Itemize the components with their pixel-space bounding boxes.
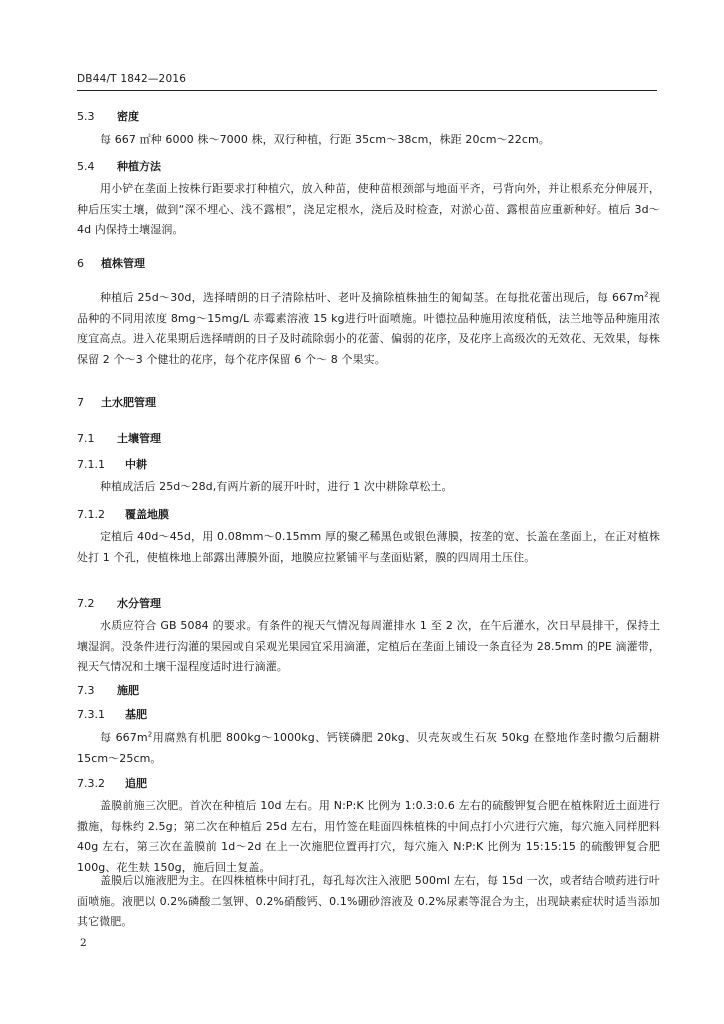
superscript: 2	[644, 290, 649, 299]
heading-number: 7.1.1	[77, 458, 105, 471]
heading-title: 植株管理	[101, 257, 145, 270]
paragraph-base-fertilizer	[77, 728, 660, 769]
paragraph-water: 水质应符合 GB 5084 的要求。有条件的视天气情况每周灌排水 1 至 2 次，在午后灌水，次日早晨排干，保持土壤湿润。没条件进行沟灌的果园或自采观光果园宜采用滴灌，定植后在垄面上铺设一条直径为 28.5mm 的PE 滴灌带，视天气情况和土壤干湿程度适时进行滴灌。	[77, 619, 660, 674]
heading-7	[77, 394, 156, 410]
heading-7-1-2	[77, 506, 169, 522]
text-run: 用腐熟有机肥 800kg～1000kg、钙镁磷肥 20kg、贝壳灰或生石灰 50kg 在整地作垄时撒匀后翻耕 15cm～25cm。	[77, 731, 660, 765]
heading-title: 施肥	[117, 684, 139, 697]
heading-7-3-2	[77, 775, 147, 791]
heading-title: 基肥	[125, 708, 147, 721]
paragraph-planting: 用小铲在垄面上按株行距要求打种植穴，放入种苗，使种苗根颈部与地面平齐，弓背向外，并让根系充分伸展开，种后压实土壤，做到“深不埋心、浅不露根”，浇足定根水，浇后及时检查，对淤心苗、露根苗应重新种好。植后 3d～4d 内保持土壤湿润。	[77, 182, 660, 237]
heading-title: 土壤管理	[117, 432, 161, 445]
heading-7-3	[77, 682, 139, 698]
heading-number: 5.4	[77, 160, 95, 173]
heading-title: 中耕	[125, 458, 147, 471]
heading-number: 7.1	[77, 432, 95, 445]
heading-title: 追肥	[125, 777, 147, 790]
heading-number: 7.3.2	[77, 777, 105, 790]
heading-7-1-1	[77, 456, 147, 472]
heading-number: 6	[77, 257, 84, 270]
superscript: 2	[147, 730, 153, 739]
heading-number: 5.3	[77, 110, 95, 123]
heading-7-2	[77, 595, 161, 611]
paragraph-topdress-1: 盖膜前施三次肥。首次在种植后 10d 左右。用 N:P:K 比例为 1:0.3:0.6 左右的硫酸钾复合肥在植株附近土面进行撒施，每株约 2.5g；第二次在种植后 25d 左右，用竹签在畦面四株植株的中间点打小穴进行穴施，每穴施入同样肥料 40g 左右，第三次在盖膜前 1d～2d 在上一次施肥位置再打穴，每穴施入 N:P:K 比例为 15:15:15 的硫酸钾复合肥 100g、花生麸 150g，施后回土复盖。	[77, 799, 660, 874]
heading-title: 覆盖地膜	[125, 508, 169, 521]
page-number: 2	[80, 937, 87, 949]
heading-number: 7.3.1	[77, 708, 105, 721]
heading-7-3-1	[77, 706, 147, 722]
heading-title: 土水肥管理	[101, 396, 156, 409]
paragraph-density: 每 667 ㎡种 6000 株～7000 株，双行种植，行距 35cm～38cm，株距 20cm～22cm。	[100, 133, 550, 146]
heading-5-4	[77, 158, 161, 174]
text-run: 视品种的不同用浓度 8mg～15mg/L 赤霉素溶液 15 kg进行叶面喷施。叶德拉品种施用浓度稍低，法兰地等品种施用浓度宜高点。进入花果期后选择晴朗的日子及时疏除弱小的花蕾、偏弱的花序，及花序上高级次的无效花、无效果，每株保留 2 个～3 个健壮的花序，每个花序保留 6 个～ 8 个果实。	[77, 291, 660, 366]
text-run: 种植后 25d～30d，选择晴朗的日子清除枯叶、老叶及摘除植株抽生的匍匐茎。在每批花蕾出现后，每 667m	[100, 291, 645, 304]
paragraph-plant-management	[77, 288, 660, 370]
heading-title: 水分管理	[117, 597, 161, 610]
document-code: DB44/T 1842—2016	[77, 73, 187, 85]
heading-number: 7.3	[77, 684, 95, 697]
heading-title: 种植方法	[117, 160, 161, 173]
heading-7-1	[77, 430, 161, 446]
heading-5-3	[77, 108, 139, 124]
text-run: 每 667m	[100, 731, 148, 744]
heading-number: 7	[77, 396, 84, 409]
paragraph-topdress-2: 盖膜后以施液肥为主。在四株植株中间打孔，每孔每次注入液肥 500ml 左右，每 15d 一次，或者结合喷药进行叶面喷施。液肥以 0.2%磷酸二氢钾、0.2%硝酸钙、0.1%硼砂溶液及 0.2%尿素等混合为主，出现缺素症状时适当添加其它微肥。	[77, 874, 660, 929]
heading-title: 密度	[117, 110, 139, 123]
header-rule	[77, 90, 657, 91]
paragraph-mulch: 定植后 40d～45d，用 0.08mm～0.15mm 厚的聚乙稀黑色或银色薄膜，按垄的宽、长盖在垄面上，在正对植株处打 1 个孔，使植株地上部露出薄膜外面，地膜应拉紧铺平与垄面贴紧，膜的四周用土压住。	[77, 530, 660, 564]
heading-6	[77, 255, 145, 271]
heading-number: 7.1.2	[77, 508, 105, 521]
paragraph-tillage: 种植成活后 25d～28d,有两片新的展开叶时，进行 1 次中耕除草松土。	[100, 480, 453, 493]
heading-number: 7.2	[77, 597, 95, 610]
